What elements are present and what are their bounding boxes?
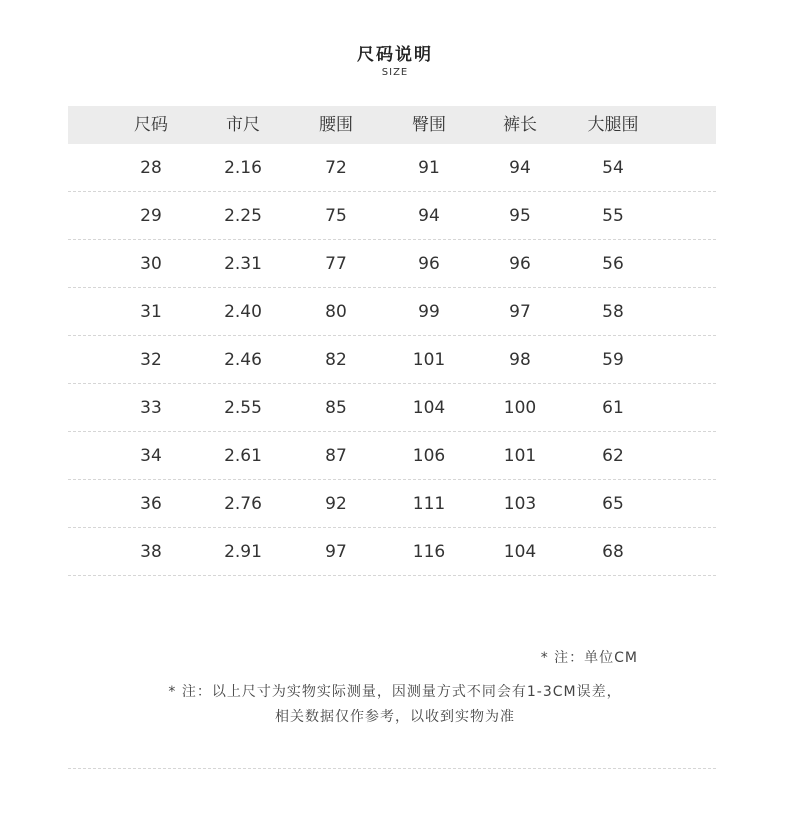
table-row	[68, 336, 716, 384]
table-cell: 68	[602, 542, 624, 562]
table-cell: 104	[503, 542, 537, 562]
table-cell: 91	[418, 158, 440, 178]
table-row	[68, 432, 716, 480]
table-cell: 103	[503, 494, 537, 514]
table-cell: 111	[412, 494, 446, 514]
bottom-divider	[68, 768, 716, 769]
column-header-shichi: 市尺	[226, 115, 260, 135]
table-cell: 82	[325, 350, 347, 370]
table-cell: 2.40	[224, 302, 262, 322]
unit-note: * 注：单位CM	[540, 650, 638, 666]
table-cell: 2.31	[224, 254, 262, 274]
table-cell: 92	[325, 494, 347, 514]
table-cell: 61	[602, 398, 624, 418]
table-cell: 106	[412, 446, 446, 466]
table-cell: 34	[140, 446, 162, 466]
table-cell: 101	[503, 446, 537, 466]
table-cell: 38	[140, 542, 162, 562]
column-header-thigh: 大腿围	[587, 115, 639, 135]
table-cell: 32	[140, 350, 162, 370]
table-row	[68, 192, 716, 240]
table-cell: 33	[140, 398, 162, 418]
table-row	[68, 528, 716, 576]
table-cell: 94	[418, 206, 440, 226]
table-cell: 31	[140, 302, 162, 322]
table-cell: 75	[325, 206, 347, 226]
table-cell: 62	[602, 446, 624, 466]
table-row	[68, 288, 716, 336]
table-cell: 100	[503, 398, 537, 418]
table-cell: 2.16	[224, 158, 262, 178]
table-cell: 29	[140, 206, 162, 226]
table-cell: 2.55	[224, 398, 262, 418]
table-cell: 97	[509, 302, 531, 322]
table-cell: 98	[509, 350, 531, 370]
table-cell: 72	[325, 158, 347, 178]
table-cell: 97	[325, 542, 347, 562]
table-cell: 101	[412, 350, 446, 370]
table-cell: 2.25	[224, 206, 262, 226]
table-cell: 94	[509, 158, 531, 178]
table-cell: 2.91	[224, 542, 262, 562]
table-cell: 96	[509, 254, 531, 274]
table-cell: 116	[412, 542, 446, 562]
table-cell: 85	[325, 398, 347, 418]
column-header-hip: 臀围	[412, 115, 446, 135]
table-cell: 2.61	[224, 446, 262, 466]
table-cell: 54	[602, 158, 624, 178]
measurement-note-line-2: 相关数据仅作参考，以收到实物为准	[275, 709, 515, 725]
table-cell: 2.46	[224, 350, 262, 370]
table-cell: 30	[140, 254, 162, 274]
table-cell: 59	[602, 350, 624, 370]
table-cell: 65	[602, 494, 624, 514]
column-header-length: 裤长	[503, 115, 537, 135]
table-cell: 28	[140, 158, 162, 178]
page-subtitle: SIZE	[381, 67, 409, 78]
table-cell: 87	[325, 446, 347, 466]
page-title: 尺码说明	[357, 45, 433, 65]
table-cell: 96	[418, 254, 440, 274]
column-header-size: 尺码	[134, 115, 168, 135]
table-cell: 36	[140, 494, 162, 514]
table-cell: 2.76	[224, 494, 262, 514]
table-cell: 80	[325, 302, 347, 322]
table-cell: 77	[325, 254, 347, 274]
table-row	[68, 144, 716, 192]
measurement-note-line-1: * 注：以上尺寸为实物实际测量，因测量方式不同会有1-3CM误差，	[168, 684, 622, 700]
table-cell: 58	[602, 302, 624, 322]
table-cell: 104	[412, 398, 446, 418]
table-header	[68, 106, 716, 144]
table-row	[68, 240, 716, 288]
table-row	[68, 480, 716, 528]
table-cell: 56	[602, 254, 624, 274]
table-cell: 99	[418, 302, 440, 322]
table-row	[68, 384, 716, 432]
table-cell: 55	[602, 206, 624, 226]
size-table	[68, 106, 716, 576]
table-cell: 95	[509, 206, 531, 226]
column-header-waist: 腰围	[319, 115, 353, 135]
